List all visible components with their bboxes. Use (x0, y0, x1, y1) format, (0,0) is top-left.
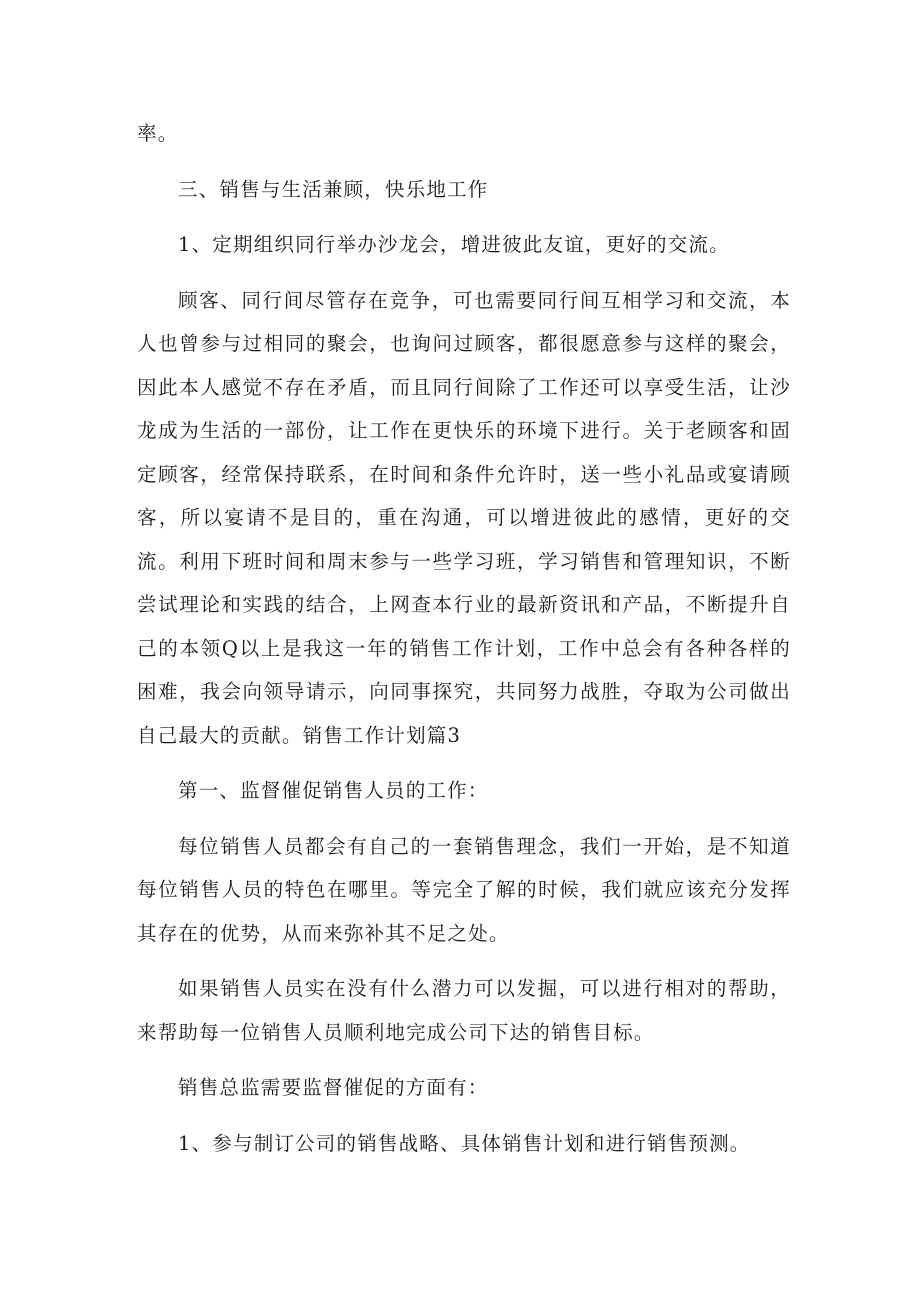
list-item: 1、参与制订公司的销售战略、具体销售计划和进行销售预测。 (178, 1131, 751, 1155)
paragraph: 每位销售人员都会有自己的一套销售理念，我们一开始，是不知道每位销售人员的特色在哪里。等完全了解的时候，我们就应该充分发挥其存在的优势，从而来弥补其不足之处。 (137, 834, 791, 945)
paragraph: 率。 (137, 122, 179, 145)
paragraph: 销售总监需要监督催促的方面有： (178, 1076, 489, 1099)
list-item: 1、定期组织同行举办沙龙会，增进彼此友谊，更好的交流。 (178, 233, 730, 256)
paragraph: 如果销售人员实在没有什么潜力可以发掘，可以进行相对的帮助，来帮助每一位销售人员顺利地完成公司下达的销售目标。 (137, 977, 791, 1044)
section-heading: 三、销售与生活兼顾，快乐地工作 (178, 177, 489, 201)
section-heading: 第一、监督催促销售人员的工作： (178, 779, 489, 802)
paragraph: 顾客、同行间尽管存在竞争，可也需要同行间互相学习和交流，本人也曾参与过相同的聚会，也询问过顾客，都很愿意参与这样的聚会，因此本人感觉不存在矛盾，而且同行间除了工作还可以享受生活，让沙龙成为生活的一部份，让工作在更快乐的环境下进行。关于老顾客和固定顾客，经常保持联系，在时间和条件允许时，送一些小礼品或宴请顾客，所以宴请不是目的，重在沟通，可以增进彼此的感情，更好的交流。利用下班时间和周末参与一些学习班，学习销售和管理知识，不断尝试理论和实践的结合，上网查本行业的最新资讯和产品，不断提升自己的本领Q以上是我这一年的销售工作计划，工作中总会有各种各样的困难，我会向领导请示，向同事探究，共同努力战胜，夺取为公司做出自己最大的贡献。销售工作计划篇3 (137, 288, 791, 747)
document-body (137, 112, 791, 1177)
